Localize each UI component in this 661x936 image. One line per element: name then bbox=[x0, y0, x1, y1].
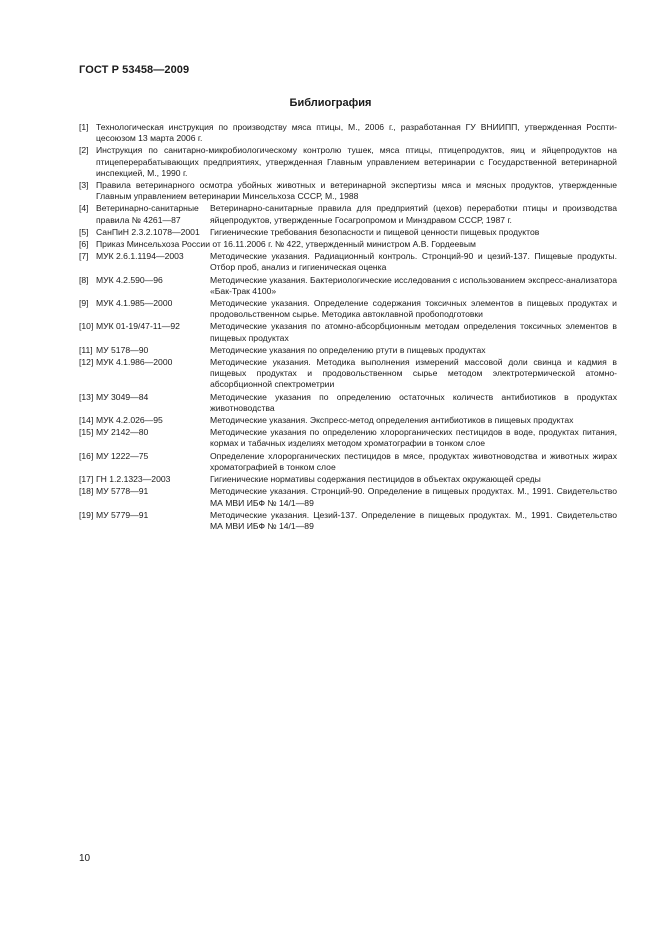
entry-description: Гигиенические нормативы содержания пестицидов в объектах окружающей среды bbox=[210, 474, 541, 485]
entry-document-code: МУ 5778—91 bbox=[96, 486, 149, 497]
entry-description: Определение хлорорганических пестицидов в мясе, продуктах животноводства и животных жирах хроматографией в тонком слое bbox=[210, 450, 617, 472]
entry-description: Методические указания. Цезий-137. Определение в пищевых продуктах. М., 1991. Свидетельство МА МВИ ИБФ № 14/1—89 bbox=[210, 509, 617, 531]
bibliography-entry bbox=[79, 451, 617, 473]
bibliography-entry bbox=[79, 510, 617, 532]
entry-text: Правила ветеринарного осмотра убойных животных и ветеринарной экспертизы мяса и мясных продуктов, утвержденные Главным управлением ветеринарии Минсельхоза СССР, М., 1988 bbox=[96, 180, 617, 202]
entry-number: [7] bbox=[79, 251, 89, 262]
entry-description: Методические указания по определению хлорорганических пестицидов в воде, продуктах питания, кормах и табачных изделиях методом хроматографии в тонком слое bbox=[210, 427, 617, 449]
entry-document-code: МУ 3049—84 bbox=[96, 391, 149, 402]
entry-document-code: МУК 4.2.590—96 bbox=[96, 274, 163, 285]
entry-document-code: МУК 4.2.026—95 bbox=[96, 415, 163, 426]
entry-text: Технологическая инструкция по производству мяса птицы, М., 2006 г., разработанная ГУ ВНИИПП, утвержденная Росптицесоюзом 13 марта 2006 г. bbox=[96, 122, 617, 144]
bibliography-entry bbox=[79, 275, 617, 297]
entry-number: [2] bbox=[79, 145, 89, 156]
entry-text: Инструкция по санитарно-микробиологическому контролю тушек, мяса птицы, птицепродуктов, яиц и яйцепродуктов на птицеперерабатывающих предприятиях, утвержденная Главным управлением ветеринарии с Государственной ветеринарной инспекцией, М., 1990 г. bbox=[96, 145, 617, 178]
entry-number: [19] bbox=[79, 509, 94, 520]
entry-document-code: МУ 1222—75 bbox=[96, 450, 149, 461]
entry-description: Методические указания по определению остаточных количеств антибиотиков в продуктах животноводства bbox=[210, 391, 617, 413]
entry-description: Методические указания. Определение содержания токсичных элементов в пищевых продуктах и продовольственном сырье. Методика автоклавной пробоподготовки bbox=[210, 298, 617, 320]
entry-number: [14] bbox=[79, 415, 94, 426]
entry-number: [3] bbox=[79, 180, 89, 191]
entry-number: [10] bbox=[79, 321, 94, 332]
bibliography-entry bbox=[79, 474, 617, 485]
entry-number: [15] bbox=[79, 427, 94, 438]
entry-document-code: МУ 5178—90 bbox=[96, 344, 149, 355]
entry-number: [17] bbox=[79, 474, 94, 485]
entry-number: [6] bbox=[79, 239, 89, 250]
bibliography-entry bbox=[79, 321, 617, 343]
bibliography-entry bbox=[79, 227, 617, 238]
bibliography-entry bbox=[79, 415, 617, 426]
entry-document-code: МУК 4.1.986—2000 bbox=[96, 357, 173, 368]
entry-number: [4] bbox=[79, 203, 89, 214]
entry-description: Методические указания по определению ртути в пищевых продуктах bbox=[210, 344, 486, 355]
bibliography-entry bbox=[79, 392, 617, 414]
entry-number: [5] bbox=[79, 226, 89, 237]
entry-document-code: МУ 2142—80 bbox=[96, 427, 149, 438]
entry-description: Методические указания. Стронций-90. Определение в пищевых продуктах. М., 1991. Свидетельство МА МВИ ИБФ № 14/1—89 bbox=[210, 486, 617, 508]
entry-number: [12] bbox=[79, 357, 94, 368]
entry-number: [1] bbox=[79, 122, 89, 132]
bibliography-title: Библиография bbox=[289, 97, 372, 109]
entry-number: [13] bbox=[79, 391, 94, 402]
entry-number: [18] bbox=[79, 486, 94, 497]
bibliography-entry bbox=[79, 239, 617, 250]
entry-document-code: ГН 1.2.1323—2003 bbox=[96, 474, 171, 485]
entry-description: Ветеринарно-санитарные правила для предприятий (цехов) переработки птицы и производства яйцепродуктов, утвержденные Госагропромом и Минздравом СССР, 1987 г. bbox=[210, 203, 617, 225]
bibliography-list bbox=[79, 122, 617, 533]
entry-document-code: СанПиН 2.3.2.1078—2001 bbox=[96, 226, 200, 237]
entry-document-code: МУК 01-19/47-11—92 bbox=[96, 321, 180, 332]
bibliography-entry bbox=[79, 180, 617, 202]
entry-number: [8] bbox=[79, 274, 89, 285]
entry-document-code: МУ 5779—91 bbox=[96, 509, 149, 520]
entry-number: [9] bbox=[79, 298, 89, 309]
bibliography-entry bbox=[79, 203, 617, 225]
bibliography-entry bbox=[79, 145, 617, 179]
bibliography-entry bbox=[79, 251, 617, 273]
entry-number: [16] bbox=[79, 450, 94, 461]
document-code: ГОСТ Р 53458—2009 bbox=[79, 64, 190, 76]
bibliography-entry bbox=[79, 357, 617, 391]
entry-number: [11] bbox=[79, 344, 93, 355]
bibliography-entry bbox=[79, 427, 617, 449]
entry-description: Гигиенические требования безопасности и пищевой ценности пищевых продуктов bbox=[210, 226, 540, 237]
bibliography-entry bbox=[79, 486, 617, 508]
bibliography-entry bbox=[79, 122, 617, 144]
entry-document-code: Ветеринарно-санитарные правила № 4261—87 bbox=[96, 203, 199, 225]
entry-description: Методические указания. Экспресс-метод определения антибиотиков в пищевых продуктах bbox=[210, 415, 574, 426]
entry-text: Приказ Минсельхоза России от 16.11.2006 г. № 422, утвержденный министром А.В. Гордеевым bbox=[96, 239, 476, 250]
page-number: 10 bbox=[79, 853, 91, 864]
entry-document-code: МУК 2.6.1.1194—2003 bbox=[96, 251, 184, 262]
entry-document-code: МУК 4.1.985—2000 bbox=[96, 298, 173, 309]
entry-description: Методические указания. Методика выполнения измерений массовой доли свинца и кадмия в пищевых продуктах и продовольственном сырье методом электротермической атомно-абсорбционной спектрометрии bbox=[210, 357, 617, 390]
entry-description: Методические указания по атомно-абсорбционным методам определения токсичных элементов в пищевых продуктах bbox=[210, 321, 617, 343]
bibliography-entry bbox=[79, 298, 617, 320]
entry-description: Методические указания. Бактериологические исследования с использованием экспресс-анализатора «Бак-Трак 4100» bbox=[210, 274, 617, 296]
bibliography-entry bbox=[79, 345, 617, 356]
entry-description: Методические указания. Радиационный контроль. Стронций-90 и цезий-137. Пищевые продукты. Отбор проб, анализ и гигиеническая оценка bbox=[210, 251, 617, 273]
